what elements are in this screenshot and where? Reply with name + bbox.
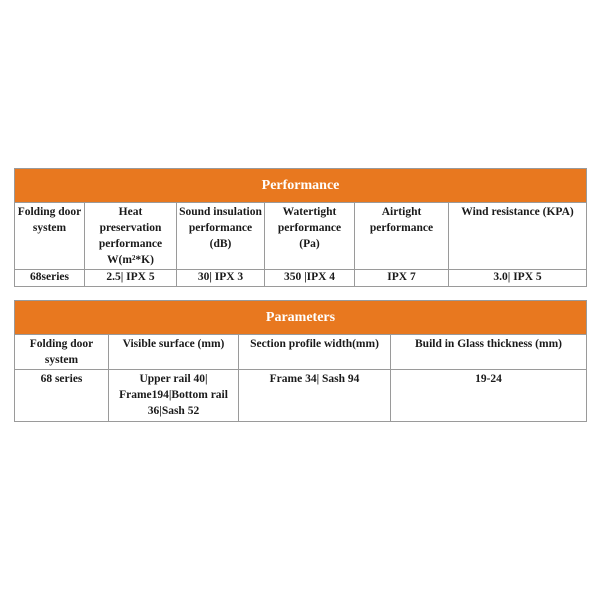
header-visible-surface: Visible surface (mm) bbox=[109, 335, 239, 370]
header-watertight: Watertight performance (Pa) bbox=[265, 203, 355, 270]
cell-airtight: IPX 7 bbox=[355, 270, 449, 287]
header-folding-door-system: Folding door system bbox=[15, 203, 85, 270]
cell-section-profile-width: Frame 34| Sash 94 bbox=[239, 370, 391, 422]
cell-visible-surface: Upper rail 40| Frame194|Bottom rail 36|Sash 52 bbox=[109, 370, 239, 422]
header-wind-resistance: Wind resistance (KPA) bbox=[449, 203, 587, 270]
parameters-title: Parameters bbox=[15, 301, 587, 335]
cell-wind-resistance: 3.0| IPX 5 bbox=[449, 270, 587, 287]
header-sound-insulation: Sound insulation performance (dB) bbox=[177, 203, 265, 270]
header-airtight: Airtight performance bbox=[355, 203, 449, 270]
cell-series: 68 series bbox=[15, 370, 109, 422]
performance-title: Performance bbox=[15, 169, 587, 203]
cell-glass-thickness: 19-24 bbox=[391, 370, 587, 422]
cell-sound-insulation: 30| IPX 3 bbox=[177, 270, 265, 287]
cell-series: 68series bbox=[15, 270, 85, 287]
header-section-profile-width: Section profile width(mm) bbox=[239, 335, 391, 370]
cell-heat-preservation: 2.5| IPX 5 bbox=[85, 270, 177, 287]
parameters-table bbox=[14, 300, 587, 422]
header-glass-thickness: Build in Glass thickness (mm) bbox=[391, 335, 587, 370]
header-folding-door-system: Folding door system bbox=[15, 335, 109, 370]
performance-table bbox=[14, 168, 587, 287]
cell-watertight: 350 |IPX 4 bbox=[265, 270, 355, 287]
header-heat-preservation: Heat preservation performance W(m²*K) bbox=[85, 203, 177, 270]
